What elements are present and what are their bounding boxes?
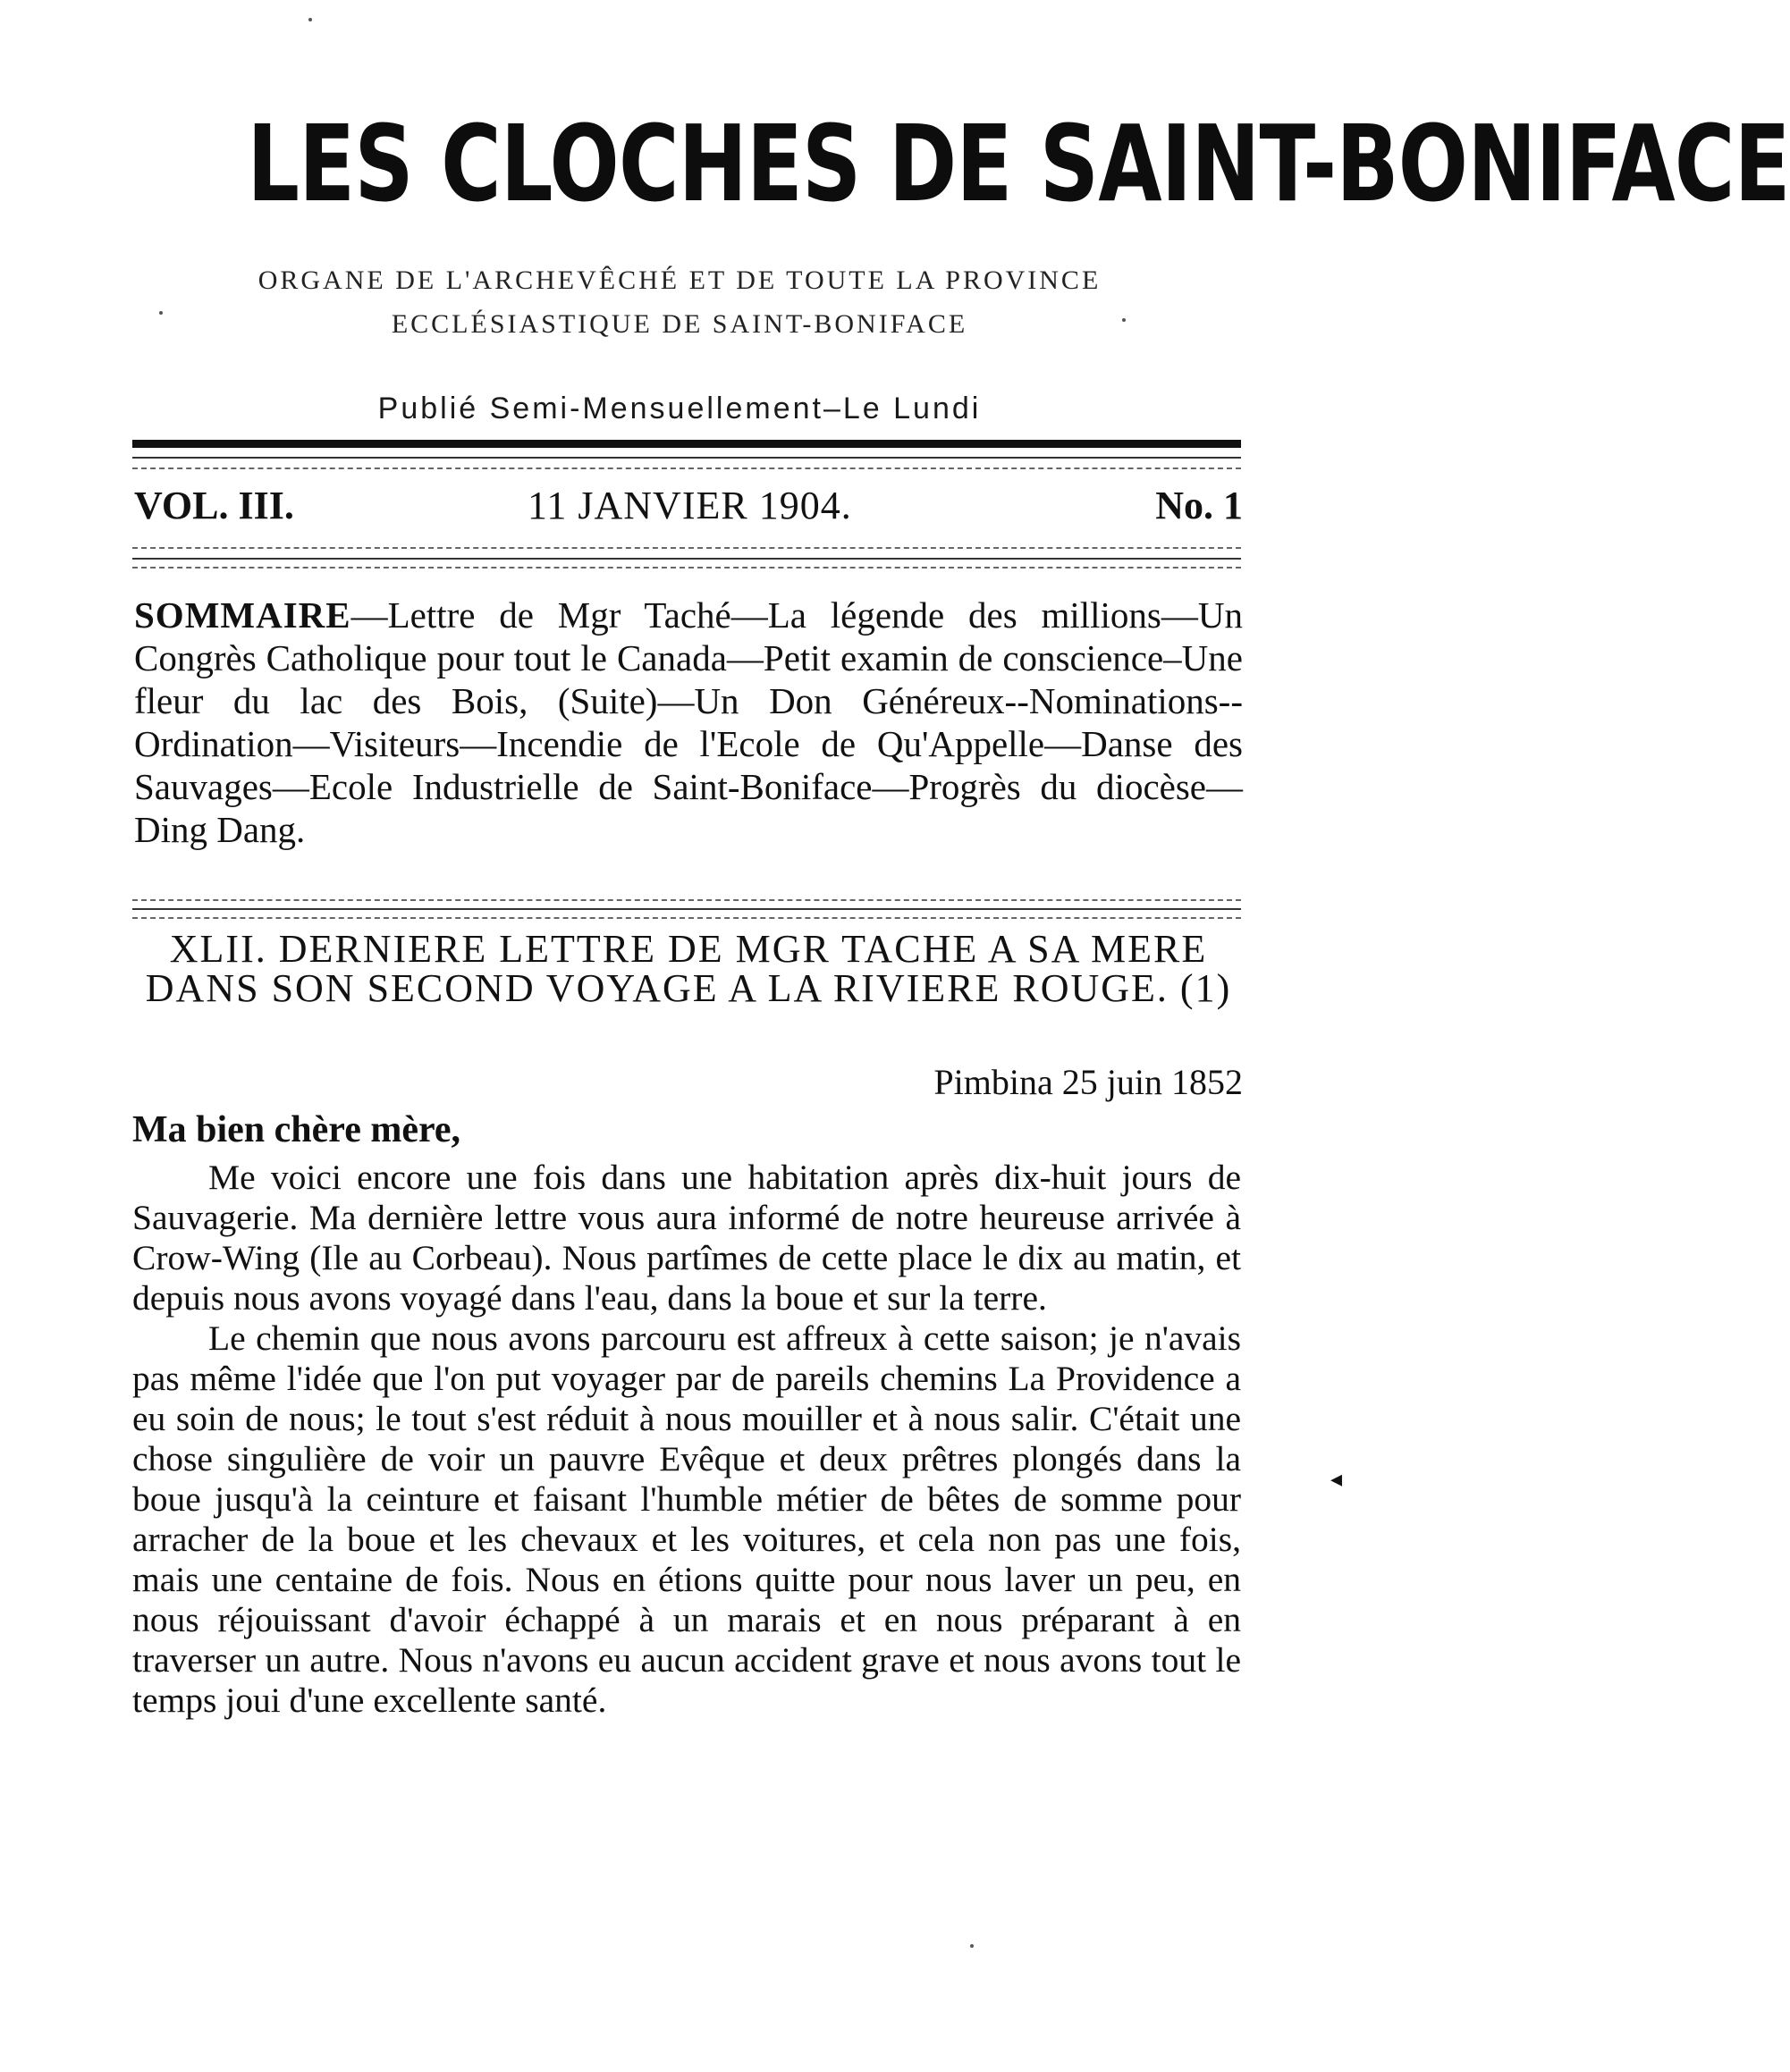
issue-volume: VOL. III. bbox=[134, 484, 294, 527]
scan-speck bbox=[970, 1944, 974, 1948]
sommaire-heading: SOMMAIRE bbox=[134, 594, 351, 636]
masthead-rule-dashed bbox=[132, 467, 1241, 469]
masthead-subtitle-line1: ORGANE DE L'ARCHEVÊCHÉ ET DE TOUTE LA PROVINCE bbox=[258, 265, 1102, 295]
issue-rule-thin bbox=[132, 558, 1241, 560]
letter-body bbox=[132, 1158, 1241, 1721]
issue-date: 11 JANVIER 1904. bbox=[528, 484, 852, 527]
article-title: XLII. DERNIERE LETTRE DE MGR TACHE A SA MERE DANS SON SECOND VOYAGE A LA RIVIERE ROUGE. (1) bbox=[145, 927, 1232, 1010]
publication-frequency: Publié Semi-Mensuellement–Le Lundi bbox=[377, 392, 982, 425]
scan-speck bbox=[308, 18, 312, 21]
masthead-title: LES CLOCHES DE SAINT-BONIFACE bbox=[247, 102, 1790, 225]
issue-info-row bbox=[134, 483, 1243, 536]
issue-rule-dashed bbox=[132, 547, 1241, 549]
scan-speck bbox=[159, 311, 163, 315]
sommaire-text: —Lettre de Mgr Taché—La légende des millions—Un Congrès Catholique pour tout le Canada—Petit examin de conscience–Une fleur du lac des Bois, (Suite)—Un Don Généreux--Nominations--Ordination—Visiteurs—Incendie de l'Ecole de Qu'Appelle—Danse des Sauvages—Ecole Industrielle de Saint-Boniface—Progrès du diocèse—Ding Dang. bbox=[134, 594, 1243, 850]
issue-rule-dashed-2 bbox=[132, 567, 1241, 569]
letter-place-date: Pimbina 25 juin 1852 bbox=[933, 1062, 1243, 1102]
summary-rule-dashed-2 bbox=[132, 917, 1241, 919]
letter-paragraph: Le chemin que nous avons parcouru est affreux à cette saison; je n'avais pas même l'idée que l'on put voyager par de pareils chemins La Providence a eu soin de nous; le tout s'est réduit à nous mouiller et à nous salir. C'était une chose singulière de voir un pauvre Evêque et deux prêtres plongés dans la boue jusqu'à la ceinture et faisant l'humble métier de bêtes de somme pour arracher de la boue et les chevaux et les voitures, et cela non pas une fois, mais une centaine de fois. Nous en étions quitte pour nous laver un peu, en nous réjouissant d'avoir échappé à un marais et en nous préparant à en traverser un autre. Nous n'avons eu aucun accident grave et nous avons tout le temps joui d'une excellente santé. bbox=[132, 1318, 1241, 1720]
masthead-rule-thick bbox=[132, 440, 1241, 448]
issue-number: No. 1 bbox=[1155, 484, 1243, 527]
table-of-contents bbox=[134, 594, 1243, 851]
summary-rule-thin bbox=[132, 908, 1241, 910]
masthead-subtitle-line2: ECCLÉSIASTIQUE DE SAINT-BONIFACE bbox=[391, 309, 968, 339]
margin-arrow-icon: ◂ bbox=[1330, 1466, 1343, 1492]
masthead-rule-thin bbox=[132, 457, 1241, 459]
letter-salutation: Ma bien chère mère, bbox=[132, 1109, 460, 1150]
summary-rule-dashed bbox=[132, 899, 1241, 901]
letter-paragraph: Me voici encore une fois dans une habitation après dix-huit jours de Sauvagerie. Ma dernière lettre vous aura informé de notre heureuse arrivée à Crow-Wing (Ile au Corbeau). Nous partîmes de cette place le dix au matin, et depuis nous avons voyagé dans l'eau, dans la boue et sur la terre. bbox=[132, 1158, 1241, 1318]
scan-speck bbox=[1122, 318, 1126, 322]
